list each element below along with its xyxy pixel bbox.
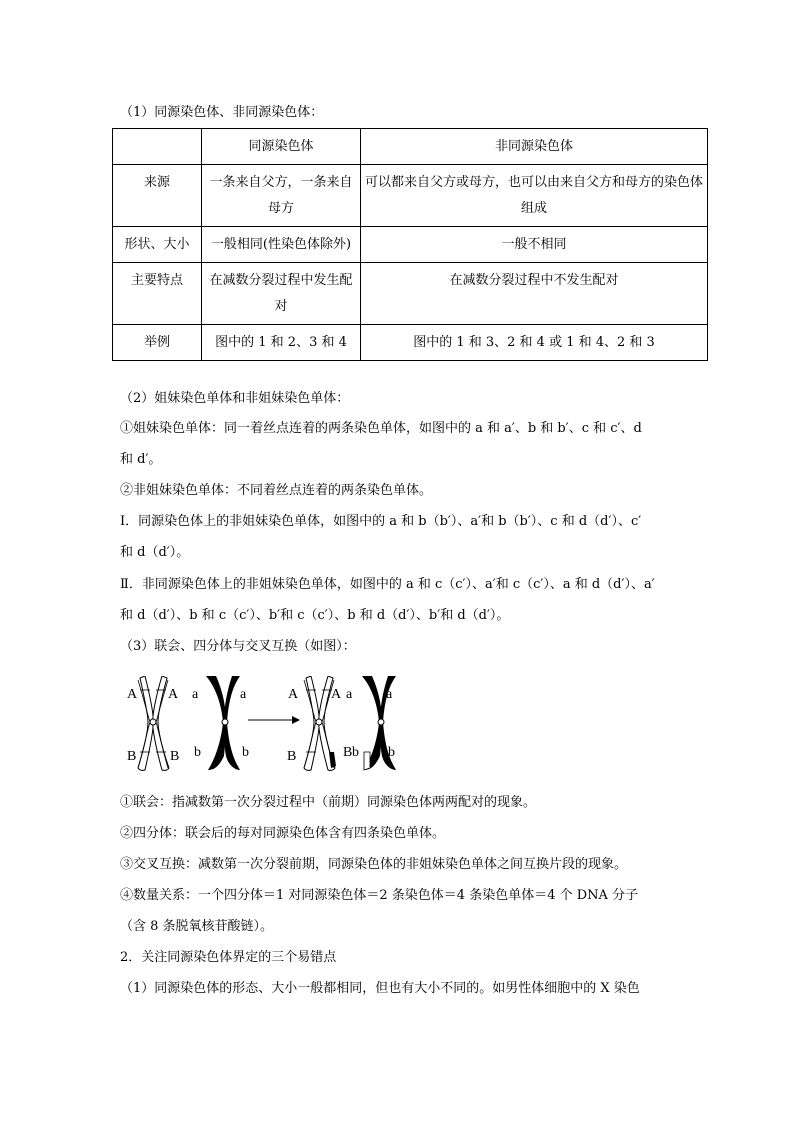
figure-label: B [287, 749, 297, 764]
section1-heading: （1）同源染色体、非同源染色体： [120, 105, 324, 120]
figure-label: b [194, 745, 201, 760]
table-row [113, 263, 708, 325]
figure-label: A [288, 687, 299, 702]
figure-label: a [346, 687, 353, 702]
table-header-row [113, 129, 708, 165]
figure-label: b [352, 745, 359, 760]
chromosome-pair-black-before [206, 676, 240, 770]
figure-label: A [168, 687, 179, 702]
section3-heading: （3）联会、四分体与交叉互换（如图）： [120, 639, 356, 654]
quantity-line2: （含 8 条脱氧核苷酸链）。 [120, 919, 274, 934]
table-row [113, 325, 708, 361]
table-header-cell: 非同源染色体 [361, 129, 708, 165]
table-cell: 图中的 1 和 2、3 和 4 [202, 325, 361, 361]
synapsis-crossover-figure [124, 676, 424, 776]
figure-label: A [331, 687, 342, 702]
section2-heading: （2）姐妹染色单体和非姐妹染色单体： [120, 391, 350, 406]
sister-chromatid-line2: 和 d′。 [120, 452, 162, 467]
crossover-line: ③交叉互换：减数第一次分裂前期，同源染色体的非姐妹染色单体之间互换片段的现象。 [120, 857, 628, 872]
quantity-line1: ④数量关系：一个四分体＝1 对同源染色体＝2 条染色体＝4 条染色单体＝4 个 DNA 分子 [120, 888, 639, 903]
table-row [113, 227, 708, 263]
table-row-label: 形状、大小 [113, 227, 202, 263]
figure-label: B [170, 749, 180, 764]
figure-label: B [127, 749, 137, 764]
non-sister-chromatid-line: ②非姐妹染色单体：不同着丝点连着的两条染色单体。 [120, 483, 433, 498]
table-row-label: 主要特点 [113, 263, 202, 325]
table-cell: 在减数分裂过程中发生配对 [202, 263, 361, 325]
table-row-label: 举例 [113, 325, 202, 361]
homologous-nonsister-line1: Ⅰ．同源染色体上的非姐妹染色单体，如图中的 a 和 b（b′）、a′和 b（b′）、c 和 d（d′）、c′ [120, 514, 642, 529]
chromosome-pair-before [138, 676, 169, 770]
homologous-comparison-table [112, 128, 708, 361]
table-cell: 一般不相同 [361, 227, 708, 263]
figure-label: b [388, 745, 395, 760]
table-row-label: 来源 [113, 165, 202, 227]
table-header-cell: 同源染色体 [202, 129, 361, 165]
section4-item1: （1）同源染色体的形态、大小一般都相同，但也有大小不同的。如男性体细胞中的 X 染色 [120, 981, 640, 996]
figure-label: a [240, 687, 247, 702]
figure-label: a [192, 687, 199, 702]
table-cell: 可以都来自父方或母方，也可以由来自父方和母方的染色体组成 [361, 165, 708, 227]
table-row [113, 165, 708, 227]
nonhomologous-nonsister-line2: 和 d（d′）、b 和 c（c′）、b′和 c（c′）、b 和 d（d′）、b′和 d（d′）。 [120, 608, 510, 623]
table-header-cell [113, 129, 202, 165]
figure-label: A [127, 687, 138, 702]
tetrad-line: ②四分体：联会后的每对同源染色体含有四条染色单体。 [120, 826, 446, 841]
figure-label: b [242, 745, 249, 760]
table-cell: 在减数分裂过程中不发生配对 [361, 263, 708, 325]
table-cell: 图中的 1 和 3、2 和 4 或 1 和 4、2 和 3 [361, 325, 708, 361]
nonhomologous-nonsister-line1: Ⅱ．非同源染色体上的非姐妹染色单体，如图中的 a 和 c（c′）、a′和 c（c′）、a 和 d（d′）、a′ [120, 577, 655, 592]
figure-label: B [343, 745, 353, 760]
homologous-nonsister-line2: 和 d（d′）。 [120, 545, 190, 560]
table-cell: 一般相同(性染色体除外) [202, 227, 361, 263]
synapsis-line: ①联会：指减数第一次分裂过程中（前期）同源染色体两两配对的现象。 [120, 795, 537, 810]
sister-chromatid-line1: ①姐妹染色单体：同一着丝点连着的两条染色单体，如图中的 a 和 a′、b 和 b′、c 和 c′、d [120, 421, 642, 436]
table-cell: 一条来自父方，一条来自母方 [202, 165, 361, 227]
arrow [248, 716, 300, 724]
section4-heading: 2．关注同源染色体界定的三个易错点 [120, 950, 337, 965]
figure-label: a [386, 687, 393, 702]
